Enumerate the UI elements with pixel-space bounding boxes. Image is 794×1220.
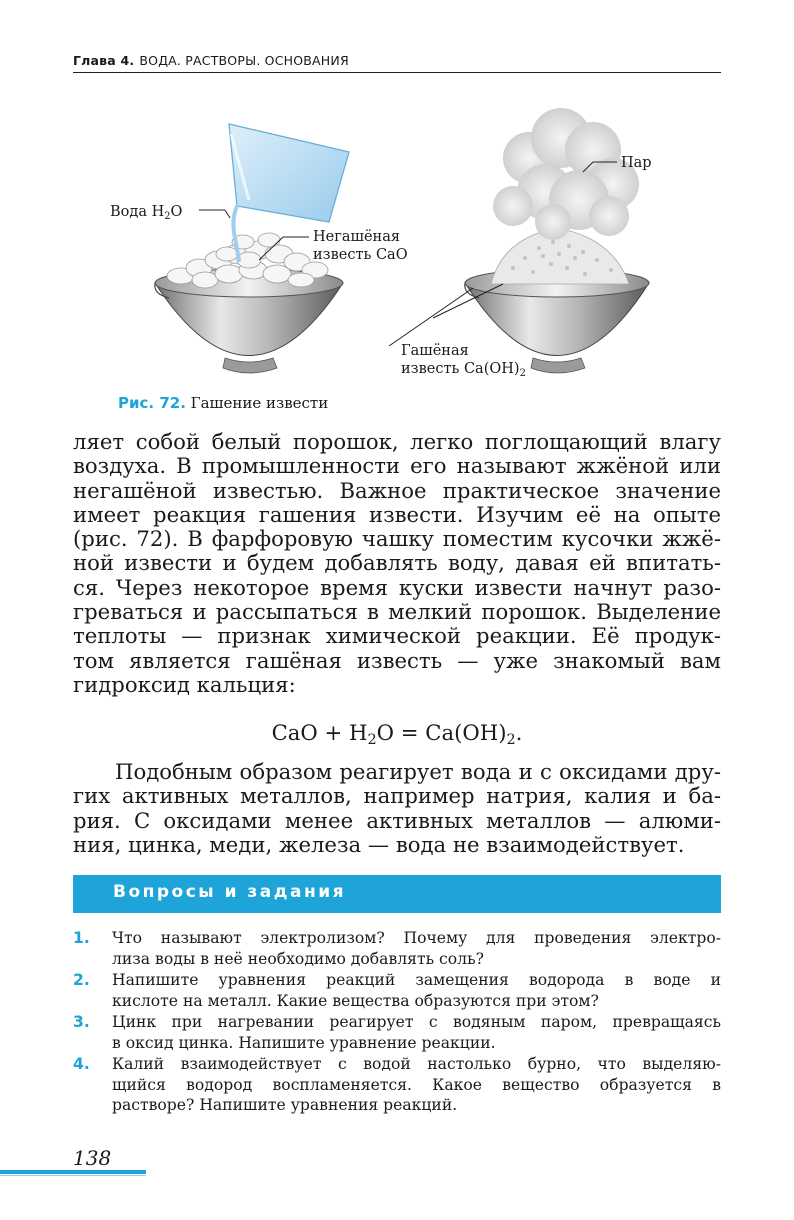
questions-title: Вопросы и задания — [113, 882, 347, 902]
figure-number: Рис. 72. — [118, 394, 186, 412]
text-line: ния, цинка, меди, железа — вода не взаимодействует. — [73, 831, 685, 857]
label-quicklime: Негашёная известь CaO — [313, 229, 408, 263]
text-line: ляет собой белый порошок, легко поглощающий влагу — [73, 429, 721, 454]
question-number: 1. — [73, 929, 90, 947]
text-line: греваться и рассыпаться в мелкий порошок. Выделение — [73, 599, 721, 625]
question-text-line: Цинк при нагревании реагирует с водяным паром, превращаясь — [112, 1013, 721, 1031]
text-line: рия. С оксидами менее активных металлов — алюми- — [73, 807, 721, 833]
question-text-line: растворе? Напишите уравнения реакций. — [112, 1096, 458, 1114]
label-steam: Пар — [621, 155, 652, 171]
questions-list — [73, 928, 721, 1117]
text-line: имеет реакция гашения извести. Изучим её на опыте — [73, 501, 721, 527]
question-text-line: щийся водород воспламеняется. Какое вещество образуется в — [112, 1075, 721, 1094]
question-item — [73, 970, 721, 1011]
label-water: Вода $H_2O$ — [110, 204, 183, 222]
text-line: гих активных металлов, например натрия, калия и ба- — [73, 783, 721, 809]
page-number: 138 — [73, 1146, 112, 1170]
question-text-line: Калий взаимодействует с водой настолько бурно, что выделяю- — [112, 1055, 721, 1073]
question-text-line: в оксид цинка. Напишите уравнение реакции. — [112, 1033, 496, 1052]
question-item — [73, 1054, 721, 1116]
figure-72 — [73, 88, 721, 418]
text-line: гидроксид кальция: — [73, 671, 296, 697]
text-line: ной извести и будем добавлять воду, давая ей впитать- — [73, 550, 721, 576]
question-text-line: Напишите уравнения реакций замещения водорода в воде и — [112, 971, 721, 989]
text-line: том является гашёная известь — уже знакомый вам — [73, 647, 721, 673]
question-number: 3. — [73, 1013, 90, 1031]
questions-header-bar — [73, 875, 721, 913]
question-text-line: Что называют электролизом? Почему для проведения электро- — [112, 929, 721, 947]
chapter-number: Глава 4. — [73, 53, 135, 68]
page-number-bar — [0, 1170, 146, 1174]
question-text-line: лиза воды в неё необходимо добавлять соль? — [112, 949, 484, 968]
text-line: негашёной известью. Важное практическое значение — [73, 477, 721, 503]
text-line: (рис. 72). В фарфоровую чашку поместим кусочки жжё- — [73, 526, 721, 552]
steam-cloud — [493, 108, 639, 240]
figure-caption — [118, 394, 328, 412]
page-number-bar-thin — [0, 1175, 146, 1176]
left-bowl — [155, 269, 343, 373]
reaction-equation: CaO + $H_2O = Ca(OH)_2$. — [271, 720, 523, 749]
label-slaked-lime: Гашёная известь $Ca(OH)_2$ — [401, 343, 526, 379]
running-header — [73, 50, 721, 73]
text-line: ся. Через некоторое время куски извести начнут разо- — [73, 574, 721, 600]
question-item — [73, 928, 721, 969]
chapter-title: ВОДА. РАСТВОРЫ. ОСНОВАНИЯ — [139, 53, 349, 68]
paragraph-1 — [73, 430, 721, 697]
text-line: Подобным образом реагирует вода и с оксидами дру- — [115, 759, 721, 784]
text-line: воздуха. В промышленности его называют жжёной или — [73, 453, 721, 479]
question-text-line: кислоте на металл. Какие вещества образуются при этом? — [112, 991, 599, 1010]
text-line: теплоты — признак химической реакции. Её продук- — [73, 623, 721, 649]
question-item — [73, 1012, 721, 1053]
figure-caption-text: Гашение извести — [190, 394, 329, 412]
question-number: 4. — [73, 1055, 90, 1073]
paragraph-2 — [73, 760, 721, 857]
question-number: 2. — [73, 971, 90, 989]
